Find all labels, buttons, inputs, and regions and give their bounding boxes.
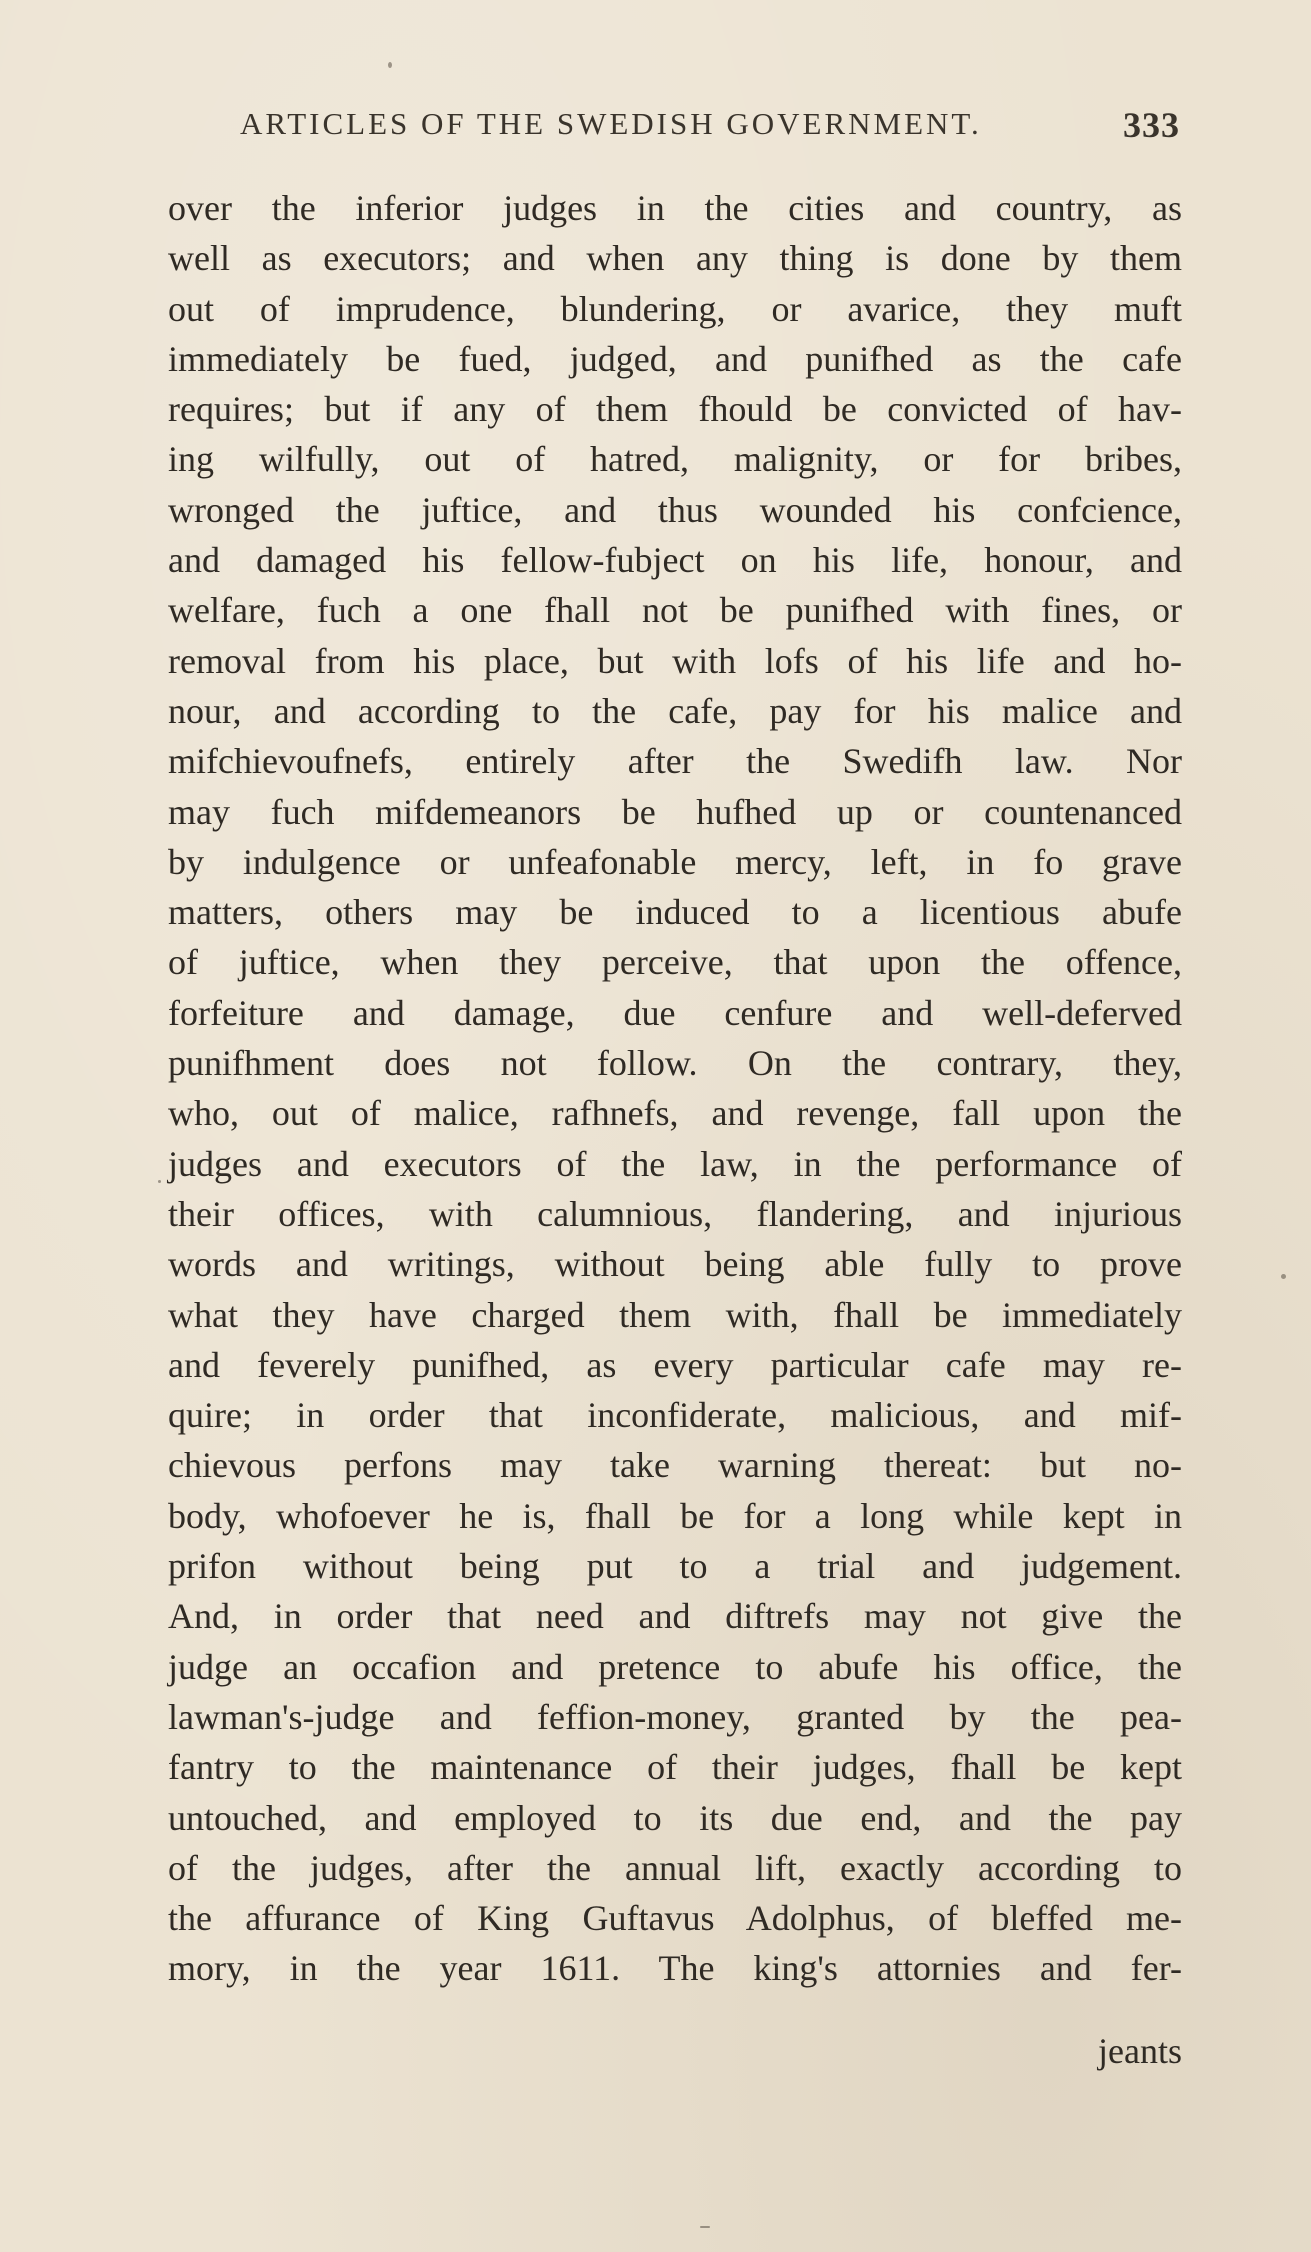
text-line: lawman's-judge and feffion-money, granted by the pea- bbox=[168, 1696, 1182, 1737]
text-line: mifchievoufnefs, entirely after the Swedifh law. Nor bbox=[168, 741, 1182, 782]
text-line: fantry to the maintenance of their judges, fhall be kept bbox=[168, 1747, 1182, 1788]
paper-speck bbox=[700, 2226, 710, 2228]
text-line: of juftice, when they perceive, that upon the offence, bbox=[168, 942, 1182, 983]
text-line: by indulgence or unfeafonable mercy, left, in fo grave bbox=[168, 841, 1182, 882]
running-head bbox=[240, 106, 1180, 146]
text-line: the affurance of King Guftavus Adolphus, of bleffed me- bbox=[168, 1898, 1182, 1939]
text-line: chievous perfons may take warning thereat: but no- bbox=[168, 1445, 1182, 1486]
text-line: and feverely punifhed, as every particular cafe may re- bbox=[168, 1344, 1182, 1385]
text-line: welfare, fuch a one fhall not be punifhed with fines, or bbox=[168, 590, 1182, 631]
text-line: and damaged his fellow-fubject on his life, honour, and bbox=[168, 540, 1182, 581]
text-line: punifhment does not follow. On the contrary, they, bbox=[168, 1043, 1182, 1084]
text-line: And, in order that need and diftrefs may not give the bbox=[168, 1596, 1182, 1637]
text-line: forfeiture and damage, due cenfure and well-deferved bbox=[168, 992, 1182, 1033]
text-line: what they have charged them with, fhall be immediately bbox=[168, 1294, 1182, 1335]
text-line: mory, in the year 1611. The king's attornies and fer- bbox=[168, 1948, 1182, 1989]
text-line: body, whofoever he is, fhall be for a long while kept in bbox=[168, 1495, 1182, 1536]
text-line: quire; in order that inconfiderate, malicious, and mif- bbox=[168, 1395, 1182, 1436]
catchword: jeants bbox=[1098, 2031, 1182, 2071]
text-line: well as executors; and when any thing is done by them bbox=[168, 238, 1182, 279]
text-line: may fuch mifdemeanors be hufhed up or countenanced bbox=[168, 791, 1182, 832]
text-line: matters, others may be induced to a licentious abufe bbox=[168, 892, 1182, 933]
text-line: untouched, and employed to its due end, and the pay bbox=[168, 1797, 1182, 1838]
text-line: out of imprudence, blundering, or avarice, they muft bbox=[168, 288, 1182, 329]
text-line: requires; but if any of them fhould be convicted of hav- bbox=[168, 389, 1182, 430]
text-line: their offices, with calumnious, flandering, and injurious bbox=[168, 1193, 1182, 1234]
paper-speck bbox=[388, 62, 392, 68]
text-line: wronged the juftice, and thus wounded his confcience, bbox=[168, 489, 1182, 530]
text-line: nour, and according to the cafe, pay for his malice and bbox=[168, 690, 1182, 731]
running-title: ARTICLES OF THE SWEDISH GOVERNMENT. bbox=[240, 106, 982, 141]
paper-speck bbox=[1281, 1274, 1286, 1279]
text-line: judge an occafion and pretence to abufe his office, the bbox=[168, 1646, 1182, 1687]
text-line: removal from his place, but with lofs of his life and ho- bbox=[168, 640, 1182, 681]
paper-speck bbox=[158, 1180, 161, 1183]
text-line: of the judges, after the annual lift, exactly according to bbox=[168, 1847, 1182, 1888]
text-line: prifon without being put to a trial and judgement. bbox=[168, 1546, 1182, 1587]
page-number: 333 bbox=[1123, 105, 1180, 145]
body-text bbox=[168, 183, 1182, 1994]
text-line: who, out of malice, rafhnefs, and revenge, fall upon the bbox=[168, 1093, 1182, 1134]
text-line: ing wilfully, out of hatred, malignity, or for bribes, bbox=[168, 439, 1182, 480]
text-line: immediately be fued, judged, and punifhed as the cafe bbox=[168, 338, 1182, 379]
text-line: judges and executors of the law, in the performance of bbox=[168, 1143, 1182, 1184]
text-line: words and writings, without being able fully to prove bbox=[168, 1244, 1182, 1285]
text-line: over the inferior judges in the cities and country, as bbox=[168, 188, 1182, 228]
